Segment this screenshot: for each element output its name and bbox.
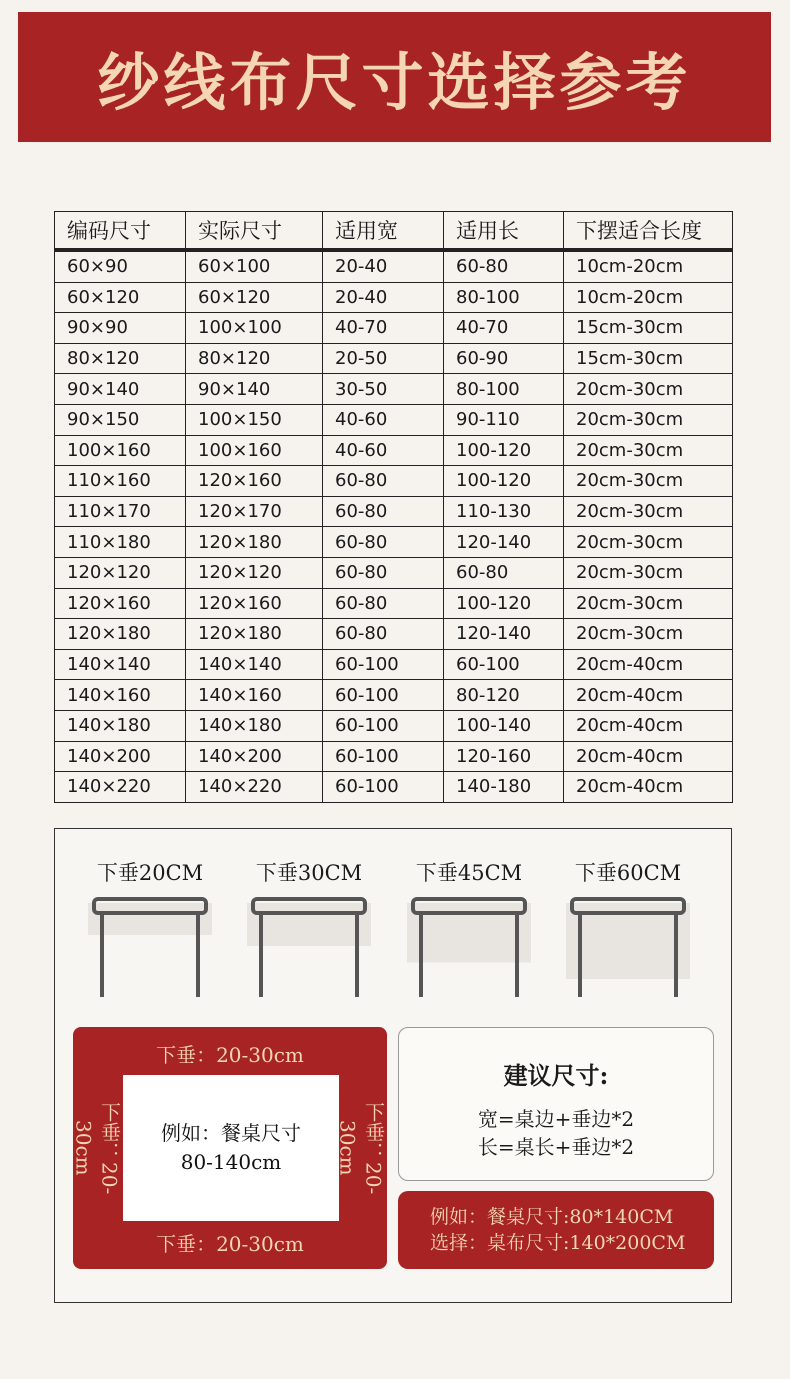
cloth-drop-shape [247,903,371,946]
table-cell: 40-60 [323,404,444,435]
table-cell: 90×140 [55,374,186,405]
table-cell: 120×160 [186,588,323,619]
table-cell: 120×120 [186,557,323,588]
table-cell: 20cm-30cm [564,466,733,497]
page-title: 纱线布尺寸选择参考 [97,45,692,119]
table-row [55,282,733,313]
table-cell: 60-80 [444,250,564,282]
drop-label: 下垂45CM [415,861,523,885]
table-cell: 60-80 [323,557,444,588]
table-cell: 100-120 [444,588,564,619]
table-row [55,680,733,711]
table-row [55,557,733,588]
table-cell: 140×160 [55,680,186,711]
example-table-line: 例如：餐桌尺寸:80*140CM [430,1206,674,1228]
table-cell: 80-100 [444,374,564,405]
table-cell: 60-100 [323,649,444,680]
table-cell: 120×160 [186,466,323,497]
drop-label: 下垂20CM [96,861,204,885]
table-cell: 80-100 [444,282,564,313]
table-cell: 140×180 [186,710,323,741]
table-row [55,619,733,650]
table-row [55,496,733,527]
table-cell: 80-120 [444,680,564,711]
table-cell: 40-70 [323,313,444,344]
drop-label: 下垂60CM [574,861,682,885]
table-cell: 140×140 [186,649,323,680]
table-cell: 60-100 [323,680,444,711]
size-table [54,211,733,803]
table-cell: 110×170 [55,496,186,527]
table-row [55,772,733,803]
table-cell: 90×140 [186,374,323,405]
table-cell: 120×160 [55,588,186,619]
table-cell: 90×150 [55,404,186,435]
table-cell: 60×120 [55,282,186,313]
table-cell: 20cm-30cm [564,588,733,619]
table-cell: 20cm-30cm [564,496,733,527]
table-cell: 80×120 [186,343,323,374]
table-row [55,710,733,741]
table-cell: 10cm-20cm [564,250,733,282]
table-cell: 100×160 [186,435,323,466]
table-header-row [55,212,733,251]
table-cell: 20cm-40cm [564,649,733,680]
table-cell: 20cm-30cm [564,557,733,588]
table-row [55,313,733,344]
table-drop-icon [88,897,212,1001]
table-cell: 20cm-30cm [564,374,733,405]
table-cell: 140×220 [186,772,323,803]
width-formula: 宽=桌边+垂边*2 [477,1107,635,1131]
table-cell: 80×120 [55,343,186,374]
example-table-size: 80-140cm [180,1150,282,1174]
table-cell: 15cm-30cm [564,343,733,374]
table-cell: 60×90 [55,250,186,282]
drop-top-label: 下垂：20-30cm [156,1043,304,1067]
cloth-drop-shape [88,903,212,935]
table-cell: 120×120 [55,557,186,588]
table-cell: 60-80 [323,527,444,558]
table-cell: 60-100 [323,741,444,772]
table-cell: 140-180 [444,772,564,803]
example-cloth-line: 选择：桌布尺寸:140*200CM [430,1232,686,1254]
table-cell: 120×180 [186,527,323,558]
table-cell: 110×180 [55,527,186,558]
suggest-title: 建议尺寸: [503,1061,609,1090]
table-cell: 60-80 [323,588,444,619]
table-cell: 140×200 [186,741,323,772]
table-cell: 20cm-40cm [564,772,733,803]
table-cell: 120×180 [186,619,323,650]
table-row [55,741,733,772]
column-header: 适用长 [444,212,564,251]
table-cell: 60-80 [323,466,444,497]
table-row [55,588,733,619]
table-cell: 15cm-30cm [564,313,733,344]
table-cell: 140×220 [55,772,186,803]
drop-guide-panel [54,828,732,1303]
table-cell: 100-140 [444,710,564,741]
example-card [398,1191,714,1269]
drop-label: 下垂30CM [255,861,363,885]
table-cell: 100×100 [186,313,323,344]
length-formula: 长=桌长+垂边*2 [477,1135,635,1159]
table-cell: 120-160 [444,741,564,772]
drop-right-label: 下垂：20-30cm [335,1101,386,1195]
table-cell: 20cm-30cm [564,435,733,466]
table-cell: 20-50 [323,343,444,374]
table-row [55,404,733,435]
title-banner [18,12,771,142]
column-header: 适用宽 [323,212,444,251]
table-row [55,435,733,466]
table-drop-icon [407,897,531,1001]
table-cell: 90×90 [55,313,186,344]
table-cell: 120×170 [186,496,323,527]
table-cell: 60-80 [444,557,564,588]
table-row [55,374,733,405]
column-header: 下摆适合长度 [564,212,733,251]
table-cell: 100-120 [444,466,564,497]
table-row [55,343,733,374]
table-cell: 140×140 [55,649,186,680]
drop-left-label: 下垂：20-30cm [71,1101,122,1195]
table-cell: 120-140 [444,527,564,558]
table-cell: 20cm-40cm [564,680,733,711]
table-cell: 20cm-30cm [564,527,733,558]
table-cell: 90-110 [444,404,564,435]
table-cell: 60-100 [323,710,444,741]
table-row [55,250,733,282]
table-row [55,466,733,497]
table-cell: 60-90 [444,343,564,374]
table-cell: 60-80 [323,619,444,650]
table-cell: 20cm-30cm [564,619,733,650]
table-cell: 40-60 [323,435,444,466]
table-body [55,250,733,802]
table-cell: 20cm-30cm [564,404,733,435]
tablecloth-diagram [73,1027,387,1269]
table-drop-icon [247,897,371,1001]
table-cell: 140×200 [55,741,186,772]
drop-bottom-label: 下垂：20-30cm [156,1232,304,1256]
table-cell: 20cm-40cm [564,710,733,741]
table-cell: 60×100 [186,250,323,282]
table-row [55,527,733,558]
table-cell: 10cm-20cm [564,282,733,313]
suggested-size-card [398,1027,714,1181]
table-cell: 140×180 [55,710,186,741]
table-cell: 20-40 [323,250,444,282]
table-cell: 60-100 [444,649,564,680]
table-cell: 60×120 [186,282,323,313]
table-row [55,649,733,680]
column-header: 实际尺寸 [186,212,323,251]
column-header: 编码尺寸 [55,212,186,251]
table-cell: 110×160 [55,466,186,497]
table-cell: 100-120 [444,435,564,466]
table-drop-icon [566,897,690,1001]
table-cell: 120×180 [55,619,186,650]
table-cell: 110-130 [444,496,564,527]
table-cell: 140×160 [186,680,323,711]
table-top-area [123,1075,339,1221]
table-cell: 20cm-40cm [564,741,733,772]
table-cell: 30-50 [323,374,444,405]
table-cell: 100×150 [186,404,323,435]
table-cell: 20-40 [323,282,444,313]
table-cell: 40-70 [444,313,564,344]
table-cell: 100×160 [55,435,186,466]
example-table-label: 例如：餐桌尺寸 [161,1121,301,1145]
table-cell: 60-100 [323,772,444,803]
table-cell: 120-140 [444,619,564,650]
table-cell: 60-80 [323,496,444,527]
